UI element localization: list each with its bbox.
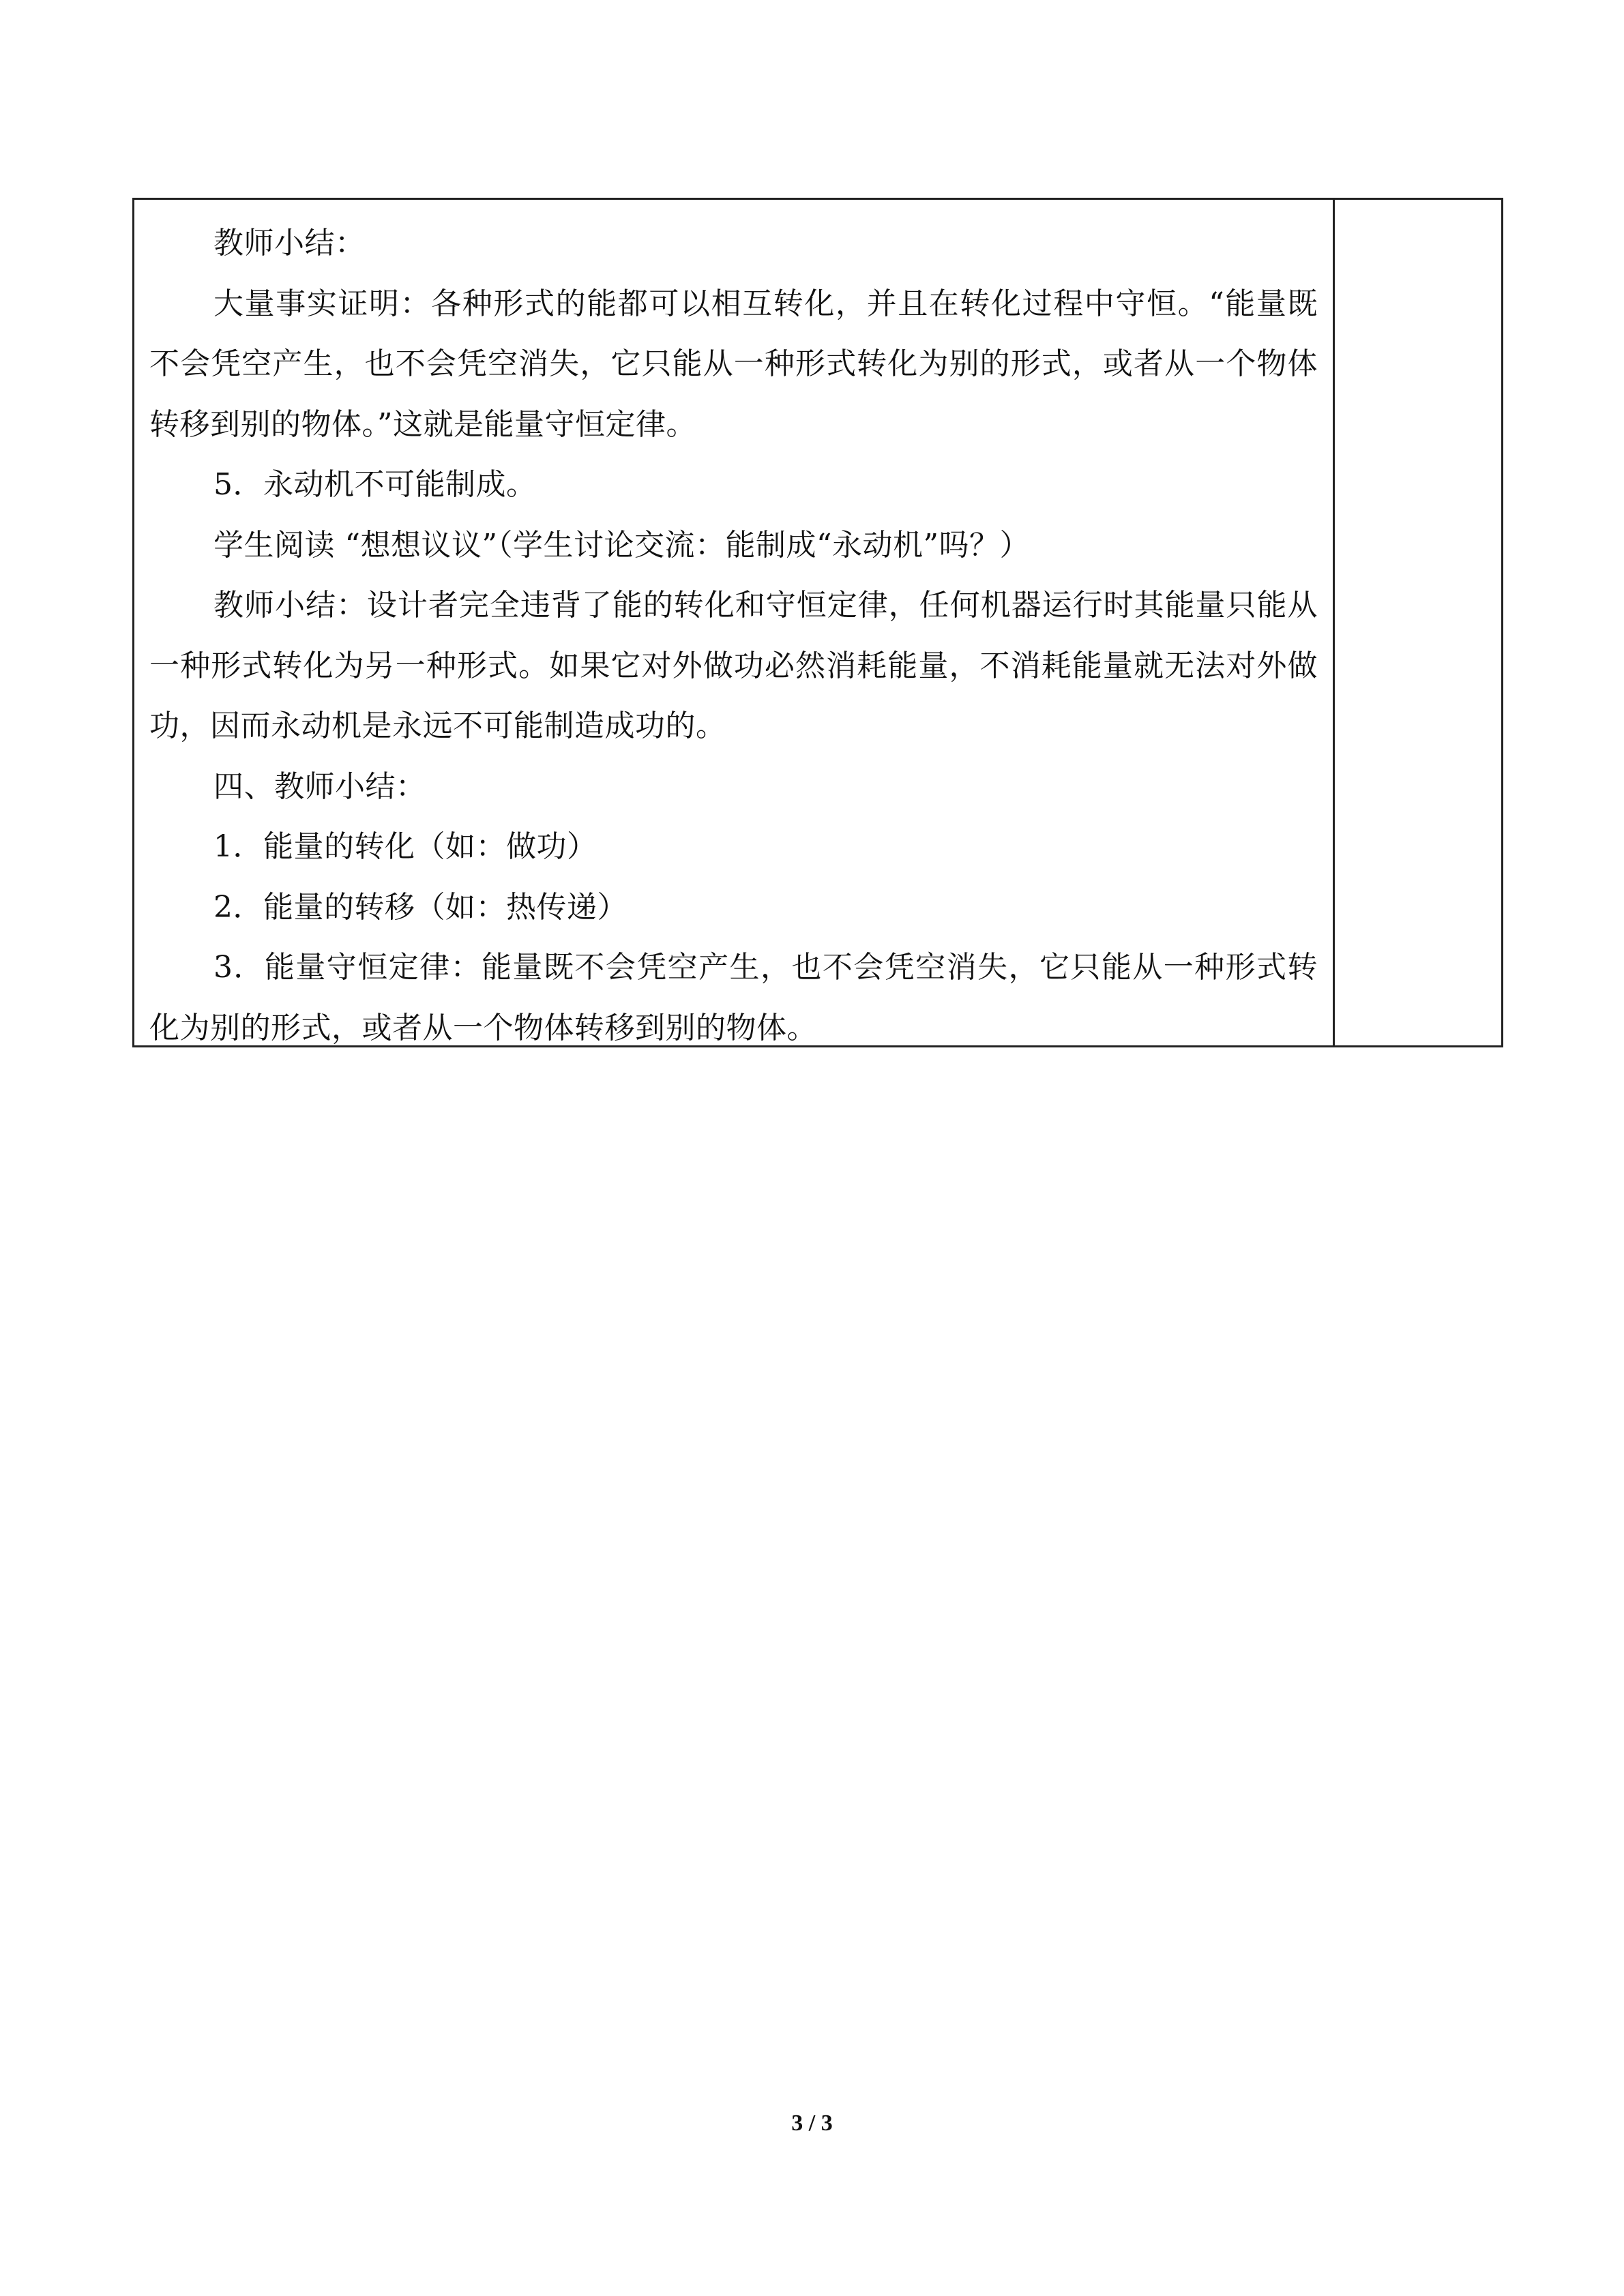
paragraph-summary-item-2: 2．能量的转移（如：热传递）: [213, 889, 628, 925]
paragraph-section-four-heading: 四、教师小结：: [213, 769, 426, 804]
lesson-table: [132, 198, 1503, 1047]
paragraph-teacher-summary-perpetual-motion: 教师小结：设计者完全违背了能的转化和守恒定律，任何机器运行时其能量只能从一种形式转化为另一种形式。如果它对外做功必然消耗能量，不消耗能量就无法对外做功，因而永动机是永远不可能制造成功的。: [149, 588, 1318, 743]
paragraph-student-reading: 学生阅读 “想想议议”（学生讨论交流：能制成“永动机”吗？）: [213, 527, 1030, 563]
paragraph-perpetual-motion-heading: 5．永动机不可能制成。: [213, 467, 537, 502]
paragraph-teacher-summary-heading: 教师小结：: [213, 226, 366, 260]
notes-cell: [1335, 200, 1501, 1045]
paragraph-summary-item-3: 3．能量守恒定律：能量既不会凭空产生，也不会凭空消失，它只能从一种形式转化为别的形式，或者从一个物体转移到别的物体。: [149, 950, 1318, 1045]
paragraph-summary-item-1: 1．能量的转化（如：做功）: [213, 829, 597, 864]
paragraph-energy-conservation-facts: 大量事实证明：各种形式的能都可以相互转化，并且在转化过程中守恒。“能量既不会凭空产生，也不会凭空消失，它只能从一种形式转化为别的形式，或者从一个物体转移到别的物体。”这就是能量守恒定律。: [149, 286, 1318, 442]
content-cell: [134, 200, 1335, 1045]
page-number: 3 / 3: [791, 2111, 833, 2136]
